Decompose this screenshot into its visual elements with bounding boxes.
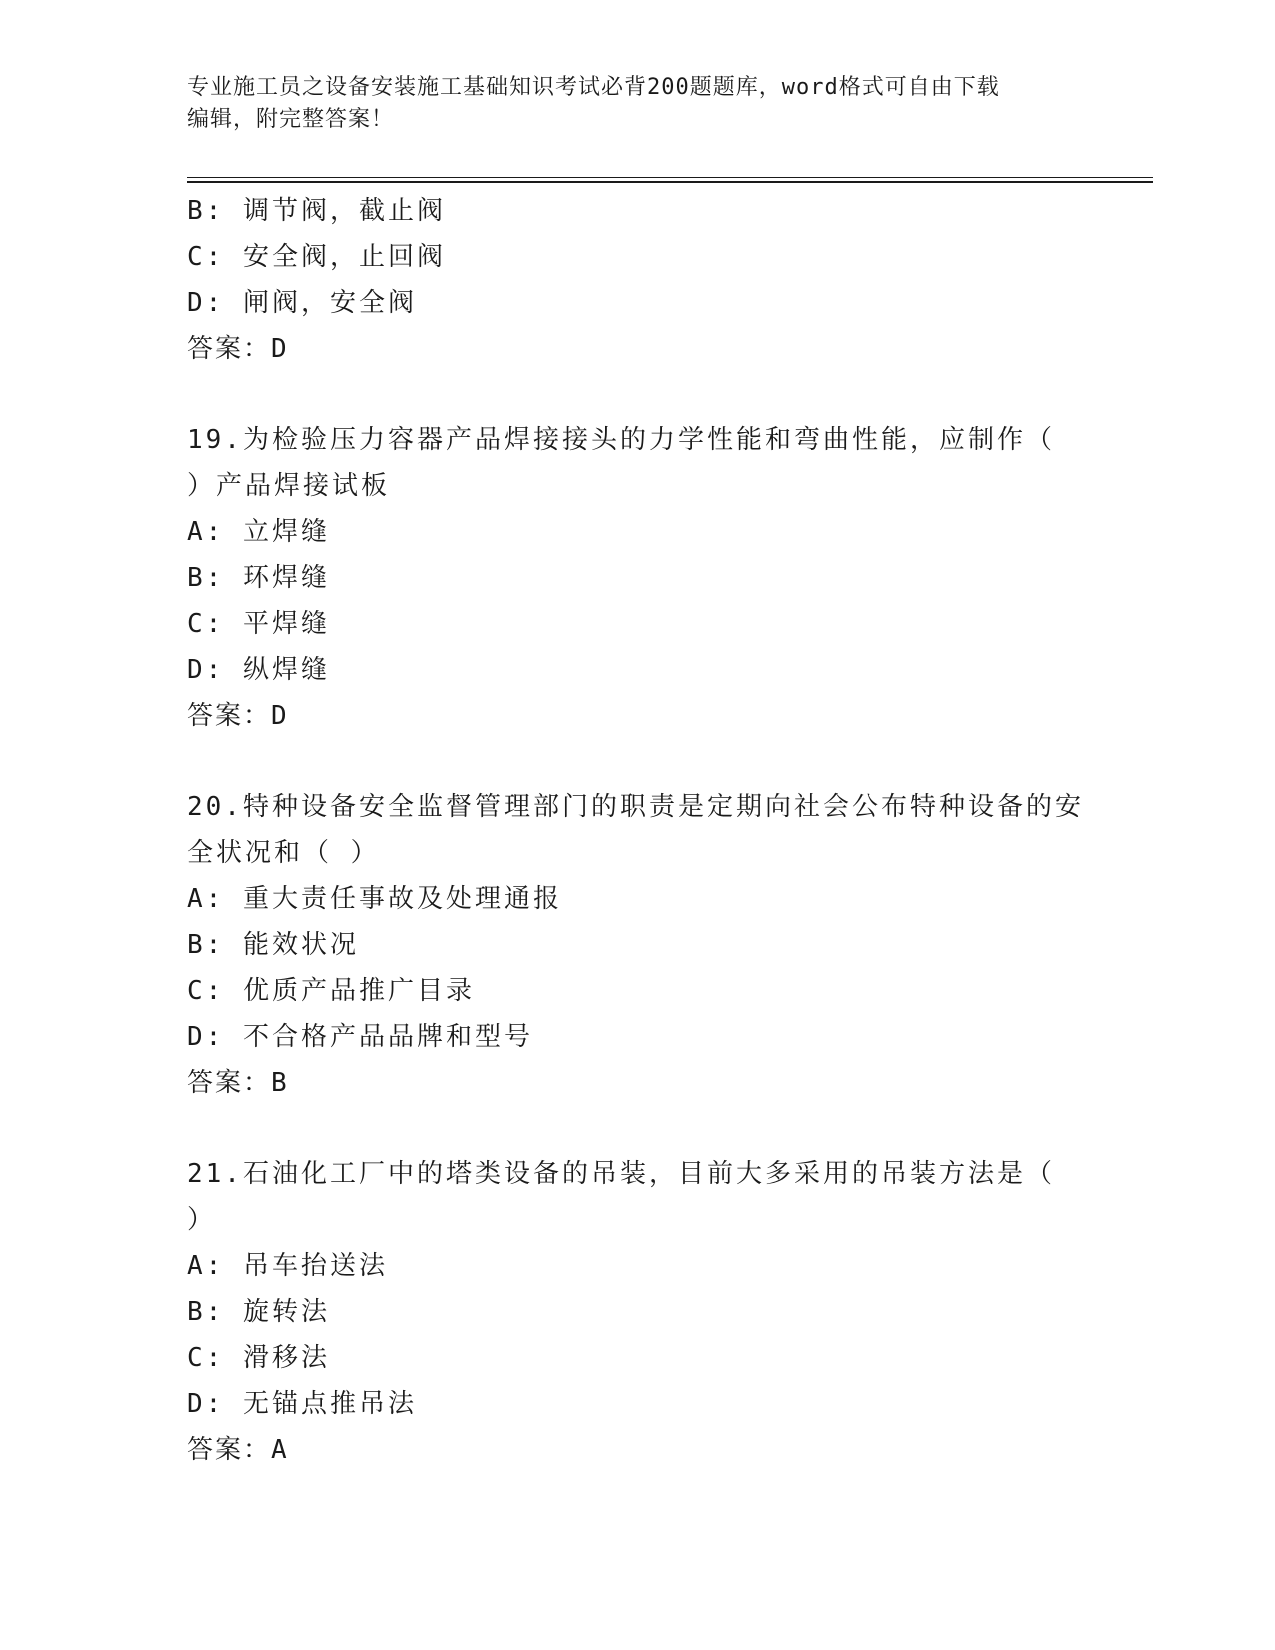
question-stem-line-1: 21.石油化工厂中的塔类设备的吊装，目前大多采用的吊装方法是（ — [187, 1159, 1055, 1189]
option-a: A: 立焊缝 — [187, 517, 330, 547]
answer-value: D — [271, 701, 288, 731]
header-title-line-1: 专业施工员之设备安装施工基础知识考试必背200题题库，word格式可自由下载 — [187, 75, 1000, 100]
answer-label: 答案： — [187, 1068, 272, 1098]
option-d: D: 闸阀，安全阀 — [187, 288, 417, 318]
answer-value: B — [271, 1068, 288, 1098]
option-c: C: 优质产品推广目录 — [187, 976, 475, 1006]
answer-label: 答案： — [187, 334, 272, 364]
question-20 — [187, 784, 1087, 1106]
option-c: C: 安全阀，止回阀 — [187, 242, 446, 272]
answer-line — [187, 1427, 1087, 1473]
question-19 — [187, 417, 1087, 739]
header-divider-thin — [187, 177, 1153, 178]
answer-value: A — [271, 1435, 288, 1465]
answer-line — [187, 1060, 1087, 1106]
question-stem-line-2: ）产品焊接试板 — [187, 471, 391, 501]
question-stem-line-1: 20.特种设备安全监督管理部门的职责是定期向社会公布特种设备的安 — [187, 792, 1084, 822]
option-b: B: 旋转法 — [187, 1297, 330, 1327]
header-title-line-2: 编辑，附完整答案！ — [187, 107, 395, 132]
question-stem-line-2: ） — [187, 1205, 217, 1235]
option-a: A: 吊车抬送法 — [187, 1251, 388, 1281]
answer-line — [187, 326, 1087, 372]
answer-label: 答案： — [187, 701, 272, 731]
question-stem-line-1: 19.为检验压力容器产品焊接接头的力学性能和弯曲性能，应制作（ — [187, 425, 1055, 455]
question-21 — [187, 1151, 1087, 1473]
answer-value: D — [271, 334, 288, 364]
option-b: B: 能效状况 — [187, 930, 359, 960]
answer-label: 答案： — [187, 1435, 272, 1465]
option-d: D: 不合格产品品牌和型号 — [187, 1022, 533, 1052]
option-a: A: 重大责任事故及处理通报 — [187, 884, 562, 914]
answer-line — [187, 693, 1087, 739]
option-c: C: 滑移法 — [187, 1343, 330, 1373]
question-list — [187, 188, 1087, 1473]
question-18-tail — [187, 188, 1087, 372]
option-d: D: 纵焊缝 — [187, 655, 330, 685]
question-stem-line-2: 全状况和（ ） — [187, 838, 380, 868]
option-b: B: 调节阀，截止阀 — [187, 196, 446, 226]
option-b: B: 环焊缝 — [187, 563, 330, 593]
option-c: C: 平焊缝 — [187, 609, 330, 639]
option-d: D: 无锚点推吊法 — [187, 1389, 417, 1419]
document-header — [187, 72, 1087, 136]
header-divider-thick — [187, 181, 1153, 183]
